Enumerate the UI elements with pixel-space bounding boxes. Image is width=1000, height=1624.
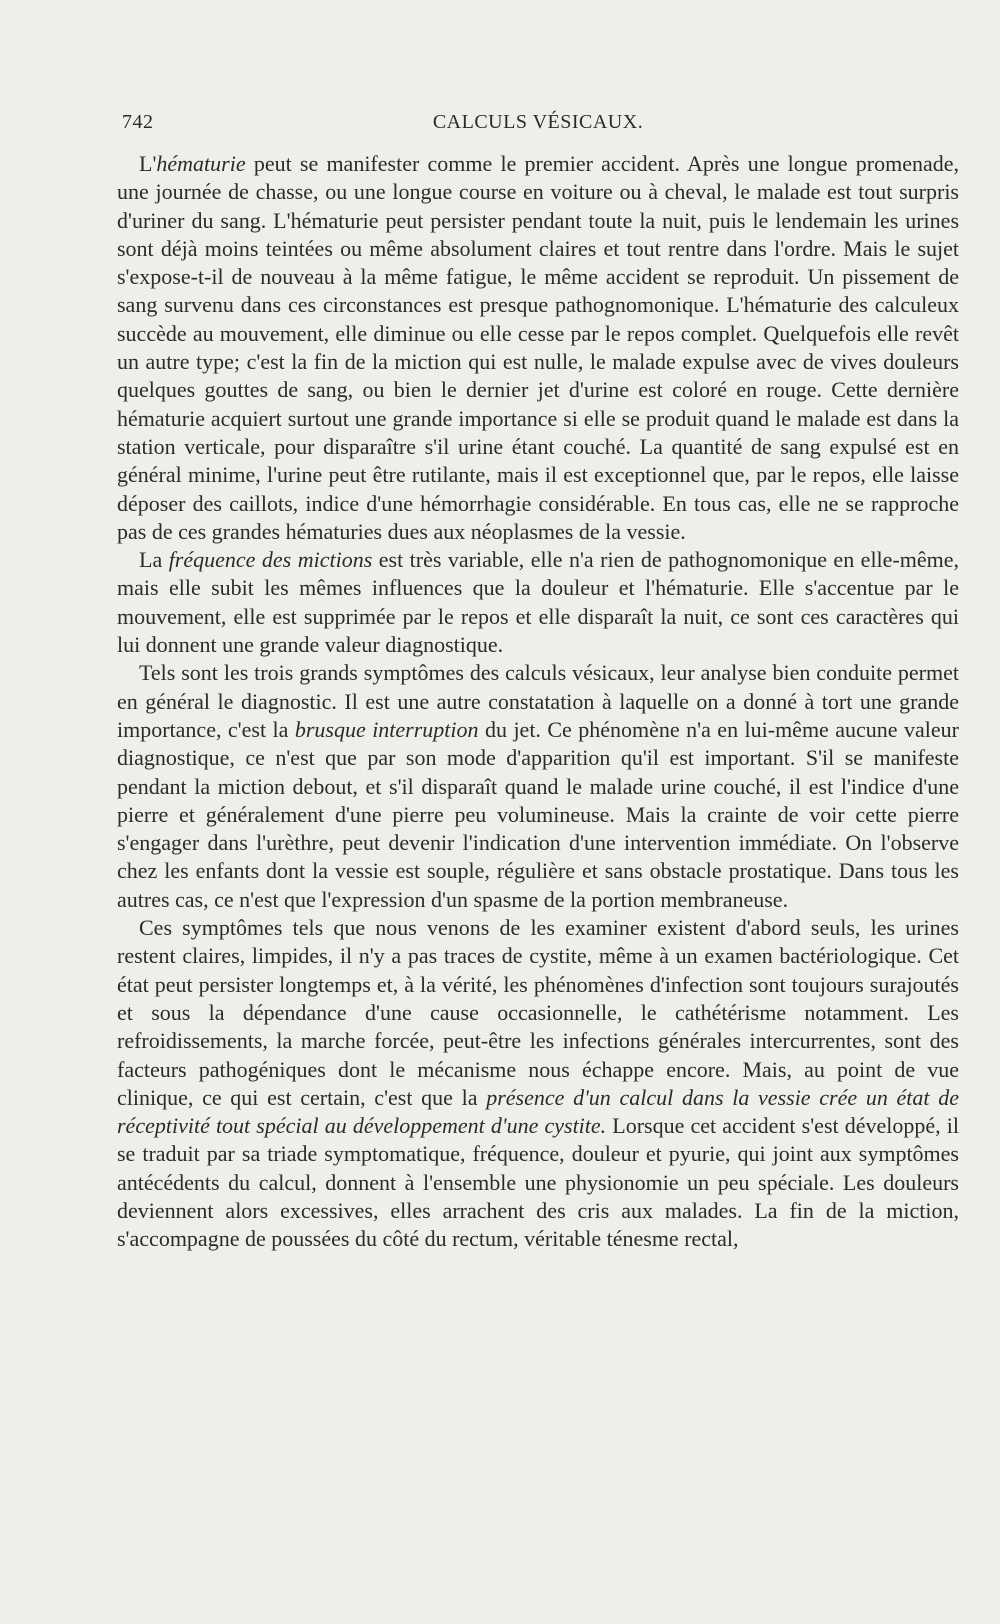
text-segment: peut se manifester comme le premier accident. Après une longue promenade, une journée de chasse, ou une longue course en voiture ou à cheval, le malade est tout surpris d'uriner du sang. L'hématurie peut persister pendant toute la nuit, puis le lendemain les urines sont déjà moins teintées ou même absolument claires et tout rentre dans l'ordre. Mais le sujet s'expose-t-il de nouveau à la même fatigue, le même accident se reproduit. Un pissement de sang survenu dans ces circonstances est presque pathognomonique. L'hématurie des calculeux succède au mouvement, elle diminue ou elle cesse par le repos complet. Quelquefois elle revêt un autre type; c'est la fin de la miction qui est nulle, le malade expulse avec de vives douleurs quelques gouttes de sang, ou bien le dernier jet d'urine est coloré en rouge. Cette dernière hématurie acquiert surtout une grande importance si elle se produit quand le malade est dans la station verticale, pour disparaître s'il urine étant couché. La quantité de sang expulsé est en général minime, l'urine peut être rutilante, mais il est exceptionnel que, par le repos, elle laisse déposer des caillots, indice d'une hémorrhagie considérable. En tous cas, elle ne se rapproche pas de ces grandes hématuries dues aux néoplasmes de la vessie. (117, 151, 959, 544)
text-segment: est très variable, elle n'a rien de pathognomonique en elle-même, mais elle subit les mêmes influences que la douleur et l'hématurie. Elle s'accentue par le mouvement, elle est supprimée par le repos et elle disparaît la nuit, ce sont ces caractères qui lui donnent une grande valeur diagnostique. (117, 547, 960, 658)
italic-term: fréquence des mictions (168, 547, 373, 573)
text-segment: L' (139, 151, 157, 176)
text-segment: La (139, 547, 169, 573)
italic-term: brusque interruption (294, 716, 479, 742)
text-segment: Lorsque cet accident s'est développé, il se traduit par sa triade symptomatique, fréquence, douleur et pyurie, qui joint aux symptômes antécédents du calcul, donnent à l'ensemble une physionomie un peu spéciale. Les douleurs deviennent alors excessives, elles arrachent des cris aux malades. La fin de la miction, s'accompagne de poussées du côté du rectum, véritable ténesme rectal, (117, 1113, 959, 1252)
paragraph-infection (117, 914, 959, 1254)
italic-term: présence d'un calcul dans la vessie crée un état de réceptivité tout spécial au développement d'une cystite. (117, 1084, 959, 1139)
text-segment: Tels sont les trois grands symptômes des calculs vésicaux, leur analyse bien conduite permet en général le diagnostic. Il est une autre constatation à laquelle on a donné à tort une grande importance, c'est la (117, 660, 959, 742)
paragraph-frequence (117, 546, 959, 659)
page-number: 742 (122, 111, 154, 133)
page-header (117, 111, 959, 141)
italic-term: hématurie (156, 151, 246, 176)
running-title: CALCULS VÉSICAUX. (432, 111, 644, 133)
text-segment: Ces symptômes tels que nous venons de les examiner existent d'abord seuls, les urines restent claires, limpides, il n'y a pas traces de cystite, même à un examen bactériologique. Cet état peut persister longtemps et, à la vérité, les phénomènes d'infection sont toujours surajoutés et sous la dépendance d'une cause occasionnelle, le cathétérisme notamment. Les refroidissements, la marche forcée, peut-être les infections générales intercurrentes, sont des facteurs pathogéniques dont le mécanisme nous échappe encore. Mais, au point de vue clinique, ce qui est certain, c'est que la (117, 915, 959, 1110)
paragraph-hematurie (117, 150, 959, 546)
body-text (117, 150, 959, 1254)
text-segment: du jet. Ce phénomène n'a en lui-même aucune valeur diagnostique, ce n'est que par son mode d'apparition qu'il est important. S'il se manifeste pendant la miction debout, et s'il disparaît quand le malade urine couché, il est l'indice d'une pierre et généralement d'une pierre peu volumineuse. Mais la crainte de voir cette pierre s'engager dans l'urèthre, peut devenir l'indication d'une intervention immédiate. On l'observe chez les enfants dont la vessie est souple, régulière et sans obstacle prostatique. Dans tous les autres cas, ce n'est que l'expression d'un spasme de la portion membraneuse. (117, 716, 959, 912)
paragraph-symptomes (117, 659, 959, 914)
